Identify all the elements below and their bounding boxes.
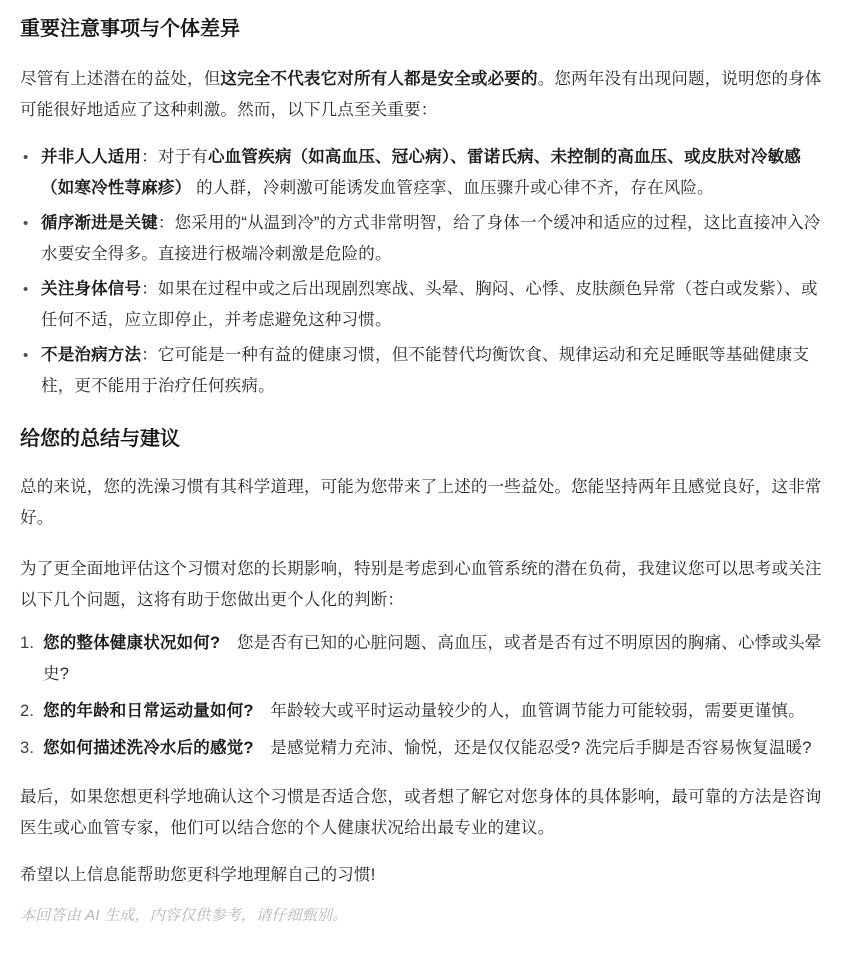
question-item-feeling-after: 您如何描述洗冷水后的感觉? 是感觉精力充沛、愉悦，还是仅仅能忍受? 洗完后手脚是否容易恢复温暖? — [43, 739, 812, 757]
caution-item-gradual-progress: • 循序渐进是关键：您采用的“从温到冷”的方式非常明智，给了身体一个缓冲和适应的过程，这比直接冲入冷水要安全得多。直接进行极端冷刺激是危险的。 — [20, 208, 828, 270]
question-item-overall-health: 您的整体健康状况如何? 您是否有已知的心脏问题、高血压，或者是否有过不明原因的胸痛、心悸或头晕史? — [43, 634, 822, 683]
self-check-question-list — [20, 628, 828, 764]
caution-item-not-a-cure: • 不是治病方法：它可能是一种有益的健康习惯，但不能替代均衡饮食、规律运动和充足睡眠等基础健康支柱，更不能用于治疗任何疾病。 — [20, 340, 828, 402]
summary-paragraph-evaluation: 为了更全面地评估这个习惯对您的长期影响，特别是考虑到心血管系统的潜在负荷，我建议您可以思考或关注以下几个问题，这将有助于您做出更个人化的判断： — [20, 560, 822, 609]
cautions-bullet-list — [20, 142, 828, 402]
notes-section-heading: 重要注意事项与个体差异 — [20, 18, 240, 40]
closing-paragraph-doctor-advice: 最后，如果您想更科学地确认这个习惯是否适合您，或者想了解它对您身体的具体影响，最可靠的方法是咨询医生或心血管专家，他们可以结合您的个人健康状况给出最专业的建议。 — [20, 788, 822, 837]
caution-item-not-for-everyone: • 并非人人适用：对于有心血管疾病（如高血压、冠心病）、雷诺氏病、未控制的高血压、或皮肤对冷敏感（如寒冷性荨麻疹） 的人群，冷刺激可能诱发血管痉挛、血压骤升或心律不齐，存在风险。 — [20, 142, 828, 204]
summary-section-heading: 给您的总结与建议 — [20, 428, 180, 450]
closing-paragraph-hope: 希望以上信息能帮助您更科学地理解自己的习惯! — [20, 866, 376, 884]
caution-item-body-signals: • 关注身体信号：如果在过程中或之后出现剧烈寒战、头晕、胸闷、心悸、皮肤颜色异常（苍白或发紫）、或任何不适，应立即停止，并考虑避免这种习惯。 — [20, 274, 828, 336]
notes-intro-paragraph: 尽管有上述潜在的益处，但这完全不代表它对所有人都是安全或必要的。您两年没有出现问题，说明您的身体可能很好地适应了这种刺激。然而，以下几点至关重要： — [20, 70, 822, 119]
question-item-age-activity: 您的年龄和日常运动量如何? 年龄较大或平时运动量较少的人，血管调节能力可能较弱，需要更谨慎。 — [43, 702, 805, 720]
ai-generated-disclaimer: 本回答由 AI 生成，内容仅供参考，请仔细甄别。 — [20, 907, 348, 924]
summary-paragraph-overall: 总的来说，您的洗澡习惯有其科学道理，可能为您带来了上述的一些益处。您能坚持两年且感觉良好，这非常好。 — [20, 478, 822, 527]
